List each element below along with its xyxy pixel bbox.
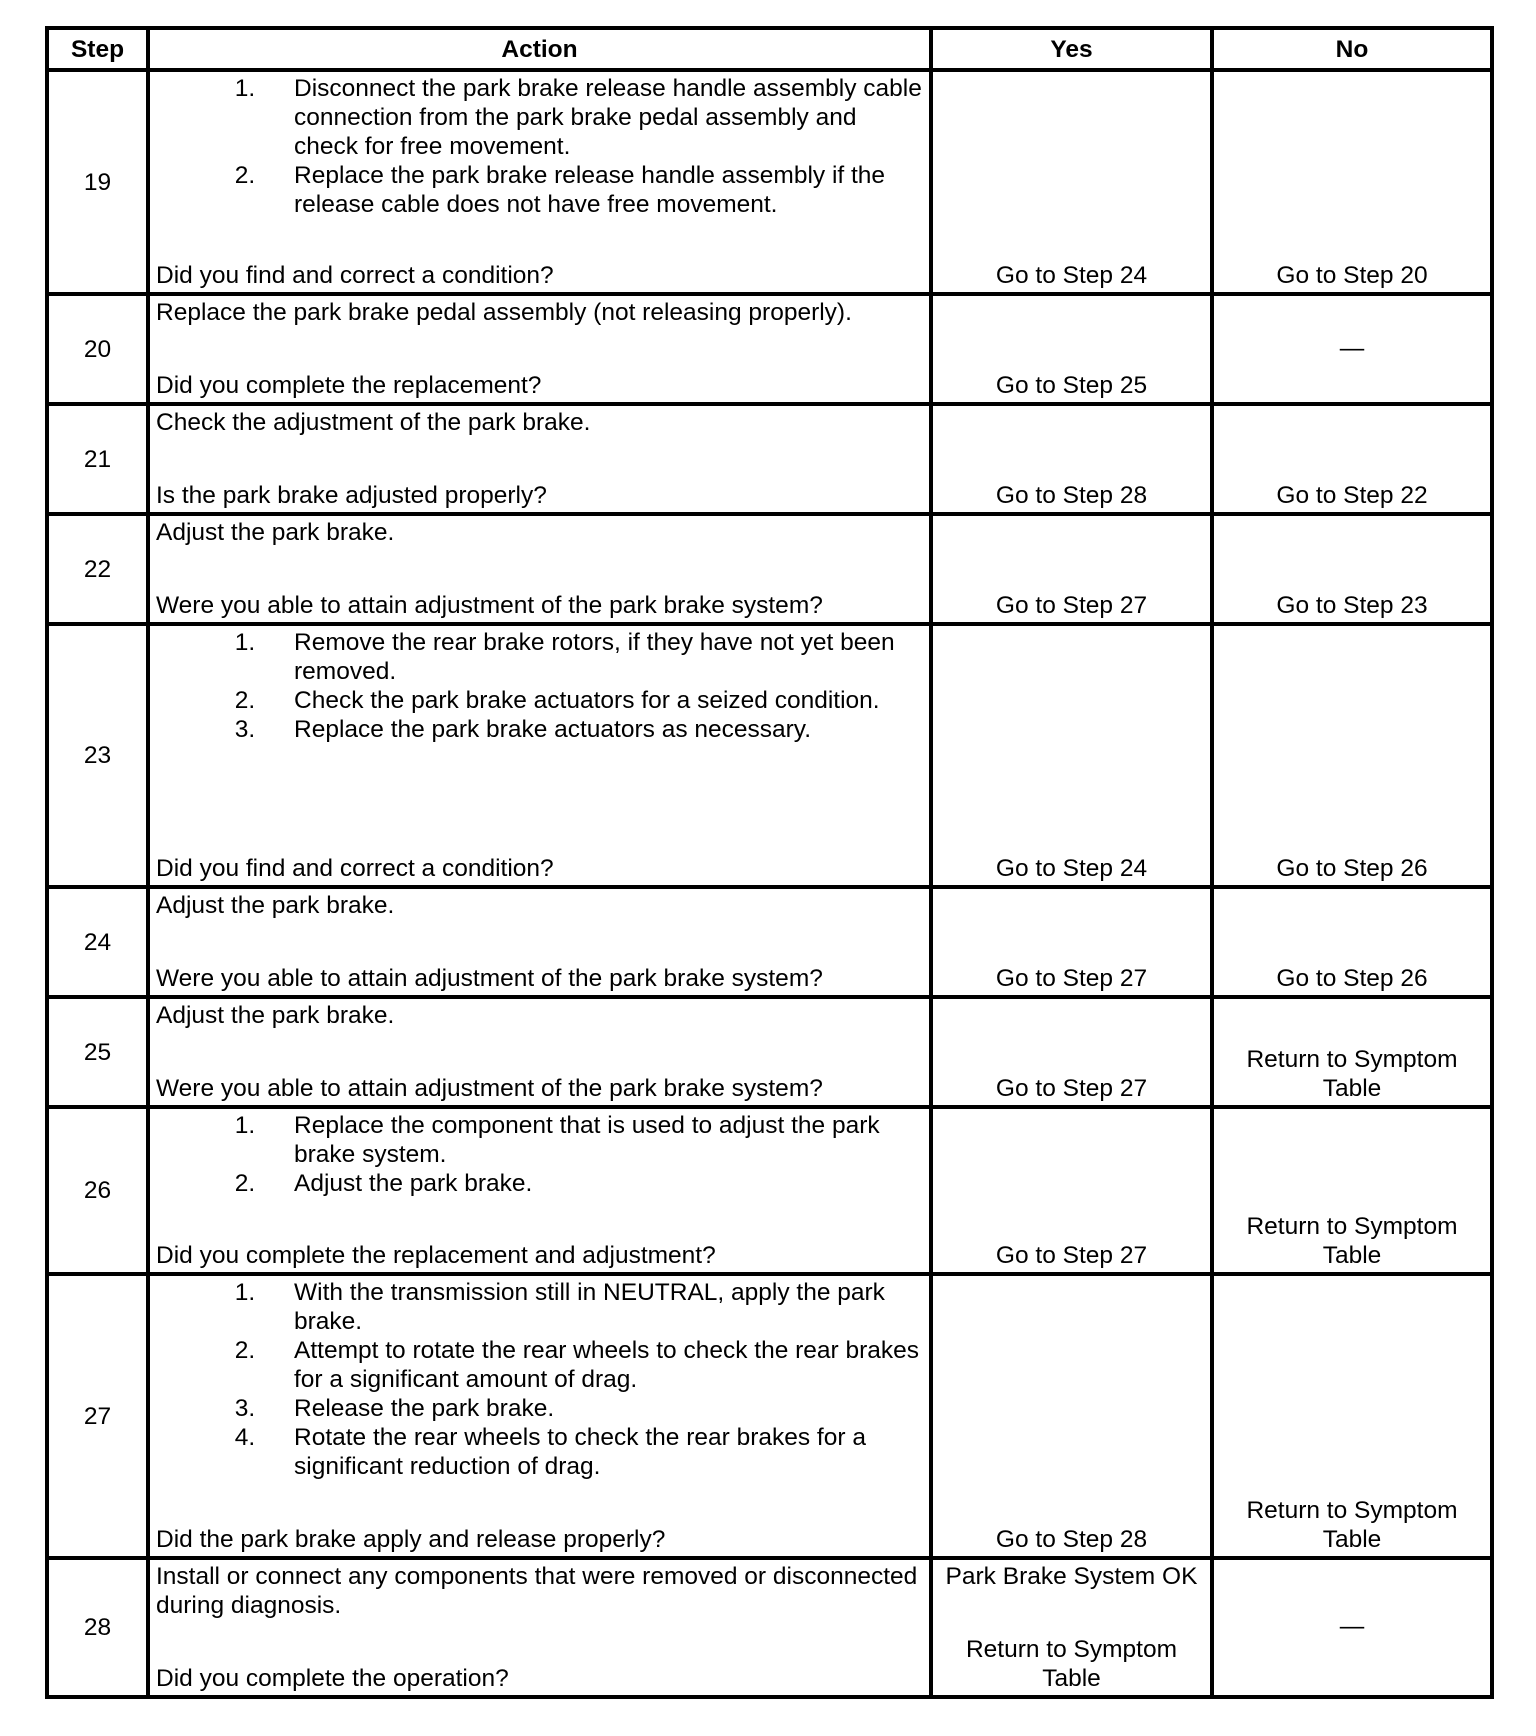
yes-result: Go to Step 27: [931, 514, 1212, 624]
step-number: 28: [47, 1558, 148, 1697]
header-no: No: [1212, 28, 1492, 70]
no-result: Go to Step 22: [1212, 404, 1492, 514]
diagnostic-table: [45, 26, 1494, 1699]
step-number: 24: [47, 887, 148, 997]
action-question: Did you find and correct a condition?: [156, 262, 554, 289]
action-cell: [148, 404, 931, 514]
yes-result: Go to Step 25: [931, 294, 1212, 404]
no-result: Go to Step 23: [1212, 514, 1492, 624]
header-row: [47, 28, 1492, 70]
list-item: 1. With the transmission still in NEUTRAL, apply the park brake.: [262, 1278, 925, 1336]
no-result: Return to Symptom Table: [1212, 1107, 1492, 1274]
action-cell: [148, 887, 931, 997]
action-list: [156, 628, 925, 744]
list-item: 2. Check the park brake actuators for a seized condition.: [262, 686, 925, 715]
step-number: 22: [47, 514, 148, 624]
table-row: [47, 70, 1492, 294]
no-result: Go to Step 26: [1212, 887, 1492, 997]
yes-result: Go to Step 24: [931, 624, 1212, 887]
table-row: [47, 1107, 1492, 1274]
action-question: Did you complete the replacement?: [156, 372, 542, 399]
yes-result: Go to Step 24: [931, 70, 1212, 294]
table-row: [47, 887, 1492, 997]
header-step: Step: [47, 28, 148, 70]
action-question: Were you able to attain adjustment of the park brake system?: [156, 965, 823, 992]
table-row: [47, 404, 1492, 514]
list-item: 4. Rotate the rear wheels to check the rear brakes for a significant reduction of drag.: [262, 1423, 925, 1481]
list-item: 3. Replace the park brake actuators as necessary.: [262, 715, 925, 744]
list-item: 2. Attempt to rotate the rear wheels to check the rear brakes for a significant amount of drag.: [262, 1336, 925, 1394]
step-number: 21: [47, 404, 148, 514]
table-row: [47, 1274, 1492, 1558]
list-item: 1. Remove the rear brake rotors, if they have not yet been removed.: [262, 628, 925, 686]
list-item: 3. Release the park brake.: [262, 1394, 925, 1423]
action-cell: [148, 70, 931, 294]
step-number: 27: [47, 1274, 148, 1558]
list-item: 1. Disconnect the park brake release handle assembly cable connection from the park brake pedal assembly and check for free movement.: [262, 74, 925, 161]
action-cell: [148, 997, 931, 1107]
action-cell: [148, 514, 931, 624]
step-number: 19: [47, 70, 148, 294]
no-result: Return to Symptom Table: [1212, 1274, 1492, 1558]
action-cell: [148, 294, 931, 404]
step-number: 26: [47, 1107, 148, 1274]
yes-result: Go to Step 28: [931, 404, 1212, 514]
action-question: Is the park brake adjusted properly?: [156, 482, 547, 509]
action-text: Check the adjustment of the park brake.: [156, 409, 591, 436]
action-question: Were you able to attain adjustment of the park brake system?: [156, 1075, 823, 1102]
action-cell: [148, 1558, 931, 1697]
table-row: [47, 997, 1492, 1107]
action-cell: [148, 624, 931, 887]
action-list: [156, 1278, 925, 1481]
list-item: 2. Replace the park brake release handle assembly if the release cable does not have free movement.: [262, 161, 925, 219]
table-row: [47, 624, 1492, 887]
action-question: Did you complete the operation?: [156, 1665, 509, 1692]
yes-status: Park Brake System OK: [945, 1563, 1198, 1590]
action-text: Adjust the park brake.: [156, 892, 395, 919]
yes-result: Go to Step 27: [931, 1107, 1212, 1274]
yes-result: Go to Step 28: [931, 1274, 1212, 1558]
action-cell: [148, 1274, 931, 1558]
no-result: Return to Symptom Table: [1212, 997, 1492, 1107]
table-row: [47, 1558, 1492, 1697]
list-item: 2. Adjust the park brake.: [262, 1169, 925, 1198]
step-number: 23: [47, 624, 148, 887]
no-result: Go to Step 20: [1212, 70, 1492, 294]
action-text: Replace the park brake pedal assembly (not releasing properly).: [156, 299, 852, 326]
no-result: —: [1212, 1558, 1492, 1697]
action-question: Were you able to attain adjustment of the park brake system?: [156, 592, 823, 619]
action-question: Did the park brake apply and release properly?: [156, 1526, 666, 1553]
yes-result: Go to Step 27: [931, 887, 1212, 997]
action-list: [156, 1111, 925, 1198]
action-question: Did you complete the replacement and adjustment?: [156, 1242, 716, 1269]
action-text: Adjust the park brake.: [156, 519, 395, 546]
action-text: Install or connect any components that were removed or disconnected during diagnosis.: [156, 1563, 918, 1619]
table-row: [47, 294, 1492, 404]
no-result: Go to Step 26: [1212, 624, 1492, 887]
yes-result-cell: [931, 1558, 1212, 1697]
action-text: Adjust the park brake.: [156, 1002, 395, 1029]
no-result: —: [1212, 294, 1492, 404]
action-cell: [148, 1107, 931, 1274]
step-number: 20: [47, 294, 148, 404]
header-yes: Yes: [931, 28, 1212, 70]
step-number: 25: [47, 997, 148, 1107]
action-list: [156, 74, 925, 219]
header-action: Action: [148, 28, 931, 70]
yes-result: Go to Step 27: [931, 997, 1212, 1107]
yes-result: Return to Symptom Table: [965, 1636, 1178, 1692]
table-row: [47, 514, 1492, 624]
action-question: Did you find and correct a condition?: [156, 855, 554, 882]
list-item: 1. Replace the component that is used to adjust the park brake system.: [262, 1111, 925, 1169]
